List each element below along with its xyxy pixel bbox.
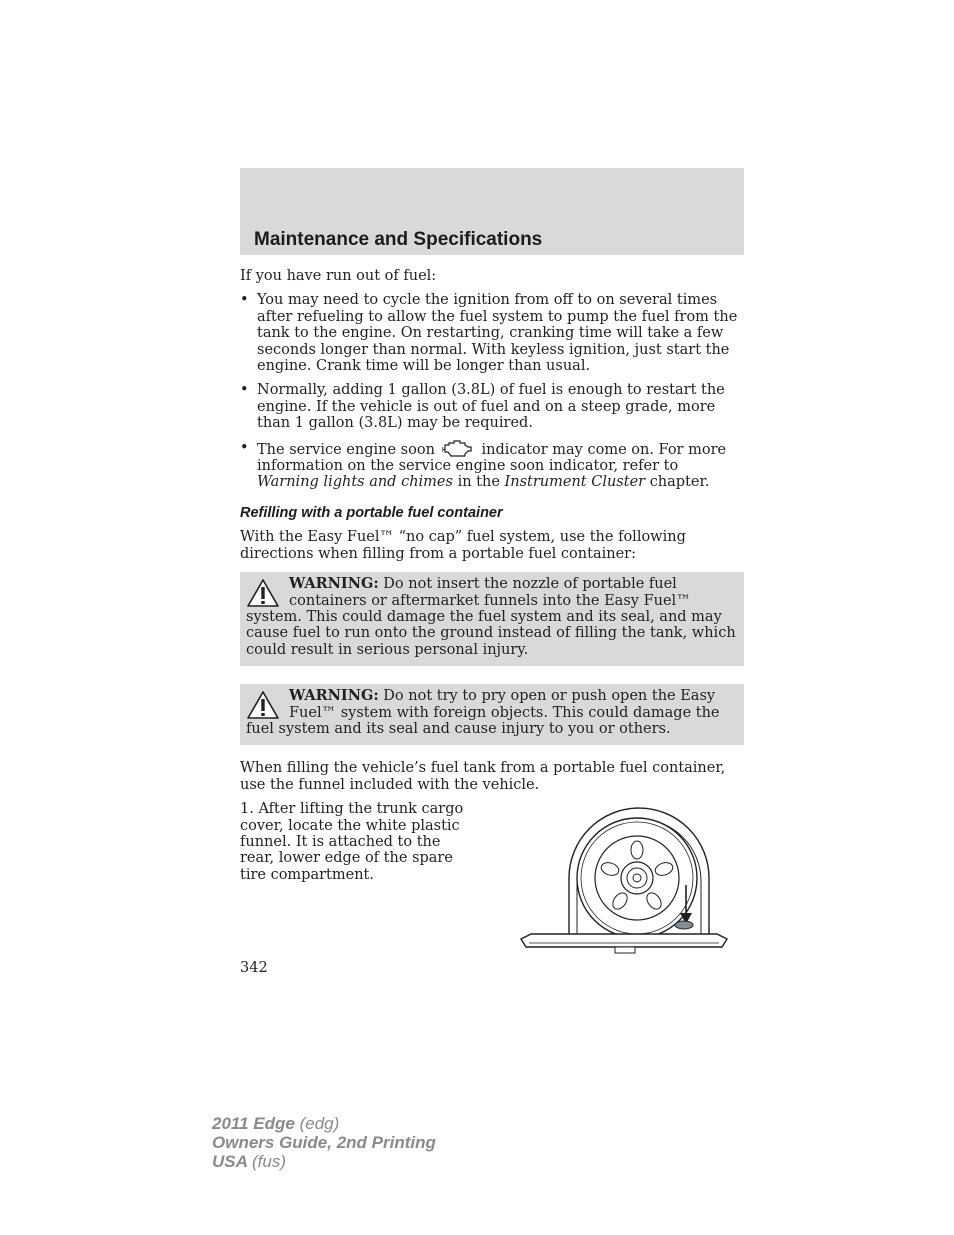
funnel-instructions: When filling the vehicle’s fuel tank from a portable fuel container, use the funnel included with the vehicle. (240, 760, 726, 793)
section-title: Maintenance and Specifications (254, 229, 543, 250)
warning-box (240, 684, 744, 745)
footer-model: 2011 Edge (212, 1114, 295, 1133)
warning-label: WARNING: (289, 687, 379, 705)
document-footer (212, 1114, 436, 1171)
page-content (240, 268, 744, 883)
footer-market: USA (212, 1152, 248, 1171)
footer-market-code: (fus) (252, 1152, 286, 1171)
footer-model-code: (edg) (299, 1114, 340, 1133)
warning-text: Do not try to pry open or push open the Easy Fuel™ system with foreign objects. This could damage the fuel system and its seal and cause injury to you or others. (246, 688, 720, 737)
footer-line (212, 1114, 436, 1133)
bullet-text-mid: in the (457, 474, 500, 491)
fuel-tips-list (240, 292, 744, 490)
warning-triangle-icon (246, 578, 280, 608)
engine-icon (442, 440, 474, 458)
list-item (240, 440, 744, 491)
warning-text: Do not insert the nozzle of portable fuel containers or aftermarket funnels into the Easy Fuel™ system. This could damage the fuel system and its seal, and may cause fuel to run onto the ground instead of filling the tank, which could result in serious personal injury. (246, 576, 736, 658)
warning-box (240, 572, 744, 666)
reference-instrument-cluster: Instrument Cluster (504, 474, 646, 491)
spare-tire-compartment-illustration (519, 803, 729, 961)
warning-label: WARNING: (289, 575, 379, 593)
list-item: • Normally, adding 1 gallon (3.8L) of fuel is enough to restart the engine. If the vehicle is out of fuel and on a steep grade, more than 1 gallon (3.8L) may be required. (240, 382, 744, 431)
step-1: 1. After lifting the trunk cargo cover, locate the white plastic funnel. It is attached to the rear, lower edge of the spare tire compartment. (240, 801, 464, 883)
bullet-text-pre: The service engine soon (257, 441, 435, 458)
reference-warning-lights: Warning lights and chimes (257, 474, 453, 491)
footer-line (212, 1133, 436, 1152)
subsection-intro: With the Easy Fuel™ “no cap” fuel system, use the following directions when filling from a portable fuel container: (240, 529, 686, 562)
bullet-text-end: chapter. (649, 474, 710, 491)
bullet-text-post: indicator may come on. For more information on the service engine soon indicator, refer to (257, 441, 727, 475)
warning-triangle-icon (246, 690, 280, 720)
footer-guide: Owners Guide, 2nd Printing (212, 1133, 436, 1152)
list-item: • You may need to cycle the ignition from off to on several times after refueling to allow the fuel system to pump the fuel from the tank to the engine. On restarting, cranking time will take a few seconds longer than normal. With keyless ignition, just start the engine. Crank time will be longer than usual. (240, 292, 744, 374)
page-number: 342 (240, 960, 268, 976)
intro-text: If you have run out of fuel: (240, 268, 437, 284)
footer-line (212, 1152, 436, 1171)
subsection-heading: Refilling with a portable fuel container (240, 504, 503, 521)
section-header-band (240, 168, 744, 255)
